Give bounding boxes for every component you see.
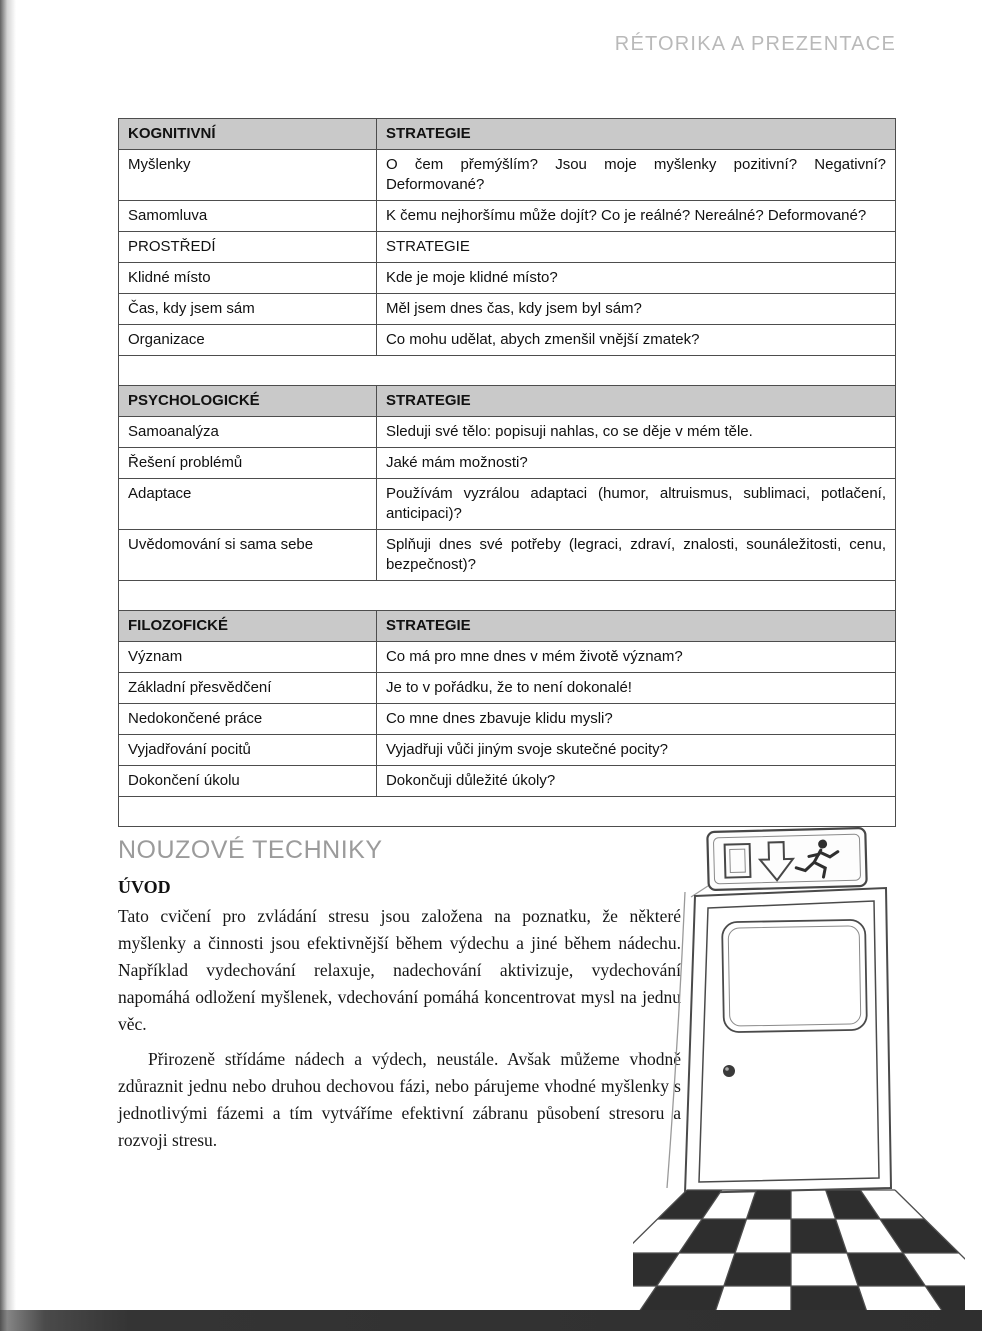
table-cell-strategy: STRATEGIE bbox=[376, 119, 895, 150]
table-cell-topic: Samoanalýza bbox=[119, 417, 377, 448]
table-spacer-cell bbox=[119, 356, 896, 386]
table-cell-topic: Vyjadřování pocitů bbox=[119, 735, 377, 766]
table-cell-strategy: K čemu nejhoršímu může dojít? Co je reálné? Nereálné? Deformované? bbox=[376, 201, 895, 232]
table-row-header bbox=[119, 611, 896, 642]
table-row-data bbox=[119, 201, 896, 232]
table-cell-topic: Uvědomování si sama sebe bbox=[119, 530, 377, 581]
table-row-header bbox=[119, 386, 896, 417]
table-cell-topic: Význam bbox=[119, 642, 377, 673]
table-cell-strategy: STRATEGIE bbox=[376, 386, 895, 417]
table-row-data bbox=[119, 325, 896, 356]
table-row-data bbox=[119, 673, 896, 704]
table-cell-topic: Samomluva bbox=[119, 201, 377, 232]
table-cell-strategy: Splňuji dnes své potřeby (legraci, zdraví, znalosti, sounáležitosti, cenu, bezpečnost)? bbox=[376, 530, 895, 581]
table-cell-topic: Myšlenky bbox=[119, 150, 377, 201]
table-row-data bbox=[119, 530, 896, 581]
table-cell-topic: Čas, kdy jsem sám bbox=[119, 294, 377, 325]
table-row-data bbox=[119, 735, 896, 766]
intro-paragraphs bbox=[118, 903, 681, 1154]
page-footer-bar bbox=[0, 1310, 982, 1331]
table-cell-topic: PROSTŘEDÍ bbox=[119, 232, 377, 263]
table-cell-topic: KOGNITIVNÍ bbox=[119, 119, 377, 150]
table-row-data bbox=[119, 150, 896, 201]
stress-table-body bbox=[119, 119, 896, 827]
table-row-data bbox=[119, 642, 896, 673]
table-row-data bbox=[119, 766, 896, 797]
table-cell-topic: Organizace bbox=[119, 325, 377, 356]
table-row-data bbox=[119, 417, 896, 448]
table-row-subheader bbox=[119, 232, 896, 263]
table-cell-strategy: Sleduji své tělo: popisuji nahlas, co se děje v mém těle. bbox=[376, 417, 895, 448]
table-cell-topic: Dokončení úkolu bbox=[119, 766, 377, 797]
doorknob-icon bbox=[723, 1065, 735, 1077]
table-cell-strategy: Je to v pořádku, že to není dokonalé! bbox=[376, 673, 895, 704]
table-cell-strategy: Co mne dnes zbavuje klidu mysli? bbox=[376, 704, 895, 735]
section-title: NOUZOVÉ TECHNIKY bbox=[118, 836, 383, 864]
table-cell-strategy: Dokončuji důležité úkoly? bbox=[376, 766, 895, 797]
table-cell-strategy: Kde je moje klidné místo? bbox=[376, 263, 895, 294]
table-cell-strategy: Jaké mám možnosti? bbox=[376, 448, 895, 479]
door-sketch bbox=[685, 888, 891, 1193]
stress-strategies-table bbox=[118, 118, 896, 827]
exit-door-illustration bbox=[633, 822, 965, 1324]
table-row-data bbox=[119, 479, 896, 530]
table-cell-strategy: STRATEGIE bbox=[376, 232, 895, 263]
checkered-floor bbox=[633, 1190, 965, 1319]
table-cell-strategy: Co má pro mne dnes v mém životě význam? bbox=[376, 642, 895, 673]
table-cell-topic: Adaptace bbox=[119, 479, 377, 530]
paragraph: Přirozeně střídáme nádech a výdech, neustále. Avšak můžeme vhodně zdůraznit jednu nebo druhou dechovou fázi, nebo párujeme vhodné myšlenky s jednotlivými fázemi a tím vytváříme efektivní zábranu působení stresoru a rozvoji stresu. bbox=[118, 1049, 681, 1150]
table-cell-strategy: Měl jsem dnes čas, kdy jsem byl sám? bbox=[376, 294, 895, 325]
section-subtitle: ÚVOD bbox=[118, 877, 171, 897]
table-cell-topic: Klidné místo bbox=[119, 263, 377, 294]
table-cell-strategy: Co mohu udělat, abych zmenšil vnější zmatek? bbox=[376, 325, 895, 356]
table-row-spacer bbox=[119, 356, 896, 386]
table-row-spacer bbox=[119, 581, 896, 611]
table-cell-strategy: O čem přemýšlím? Jsou moje myšlenky pozitivní? Negativní? Deformované? bbox=[376, 150, 895, 201]
table-cell-topic: Řešení problémů bbox=[119, 448, 377, 479]
exit-sign-icon bbox=[707, 828, 866, 890]
table-cell-topic: Nedokončené práce bbox=[119, 704, 377, 735]
table-cell-strategy: Vyjadřuji vůči jiným svoje skutečné pocity? bbox=[376, 735, 895, 766]
table-cell-strategy: STRATEGIE bbox=[376, 611, 895, 642]
table-row-header bbox=[119, 119, 896, 150]
table-row-data bbox=[119, 294, 896, 325]
table-row-data bbox=[119, 448, 896, 479]
table-cell-strategy: Používám vyzrálou adaptaci (humor, altruismus, sublimaci, potlačení, anticipaci)? bbox=[376, 479, 895, 530]
table-row-data bbox=[119, 704, 896, 735]
table-cell-topic: Základní přesvědčení bbox=[119, 673, 377, 704]
table-row-data bbox=[119, 263, 896, 294]
table-spacer-cell bbox=[119, 581, 896, 611]
table-cell-topic: PSYCHOLOGICKÉ bbox=[119, 386, 377, 417]
table-cell-topic: FILOZOFICKÉ bbox=[119, 611, 377, 642]
running-header: RÉTORIKA A PREZENTACE bbox=[614, 33, 896, 55]
page-binding-shadow bbox=[0, 0, 16, 1331]
paragraph: Tato cvičení pro zvládání stresu jsou založena na poznatku, že některé myšlenky a činnosti jsou efektivnější během výdechu a jiné během nádechu. Například vydechování relaxuje, nadechování aktivizuje, vydechování napomáhá odložení myšlenek, vdechování pomáhá koncentrovat mysl na jednu věc. bbox=[118, 906, 681, 1034]
